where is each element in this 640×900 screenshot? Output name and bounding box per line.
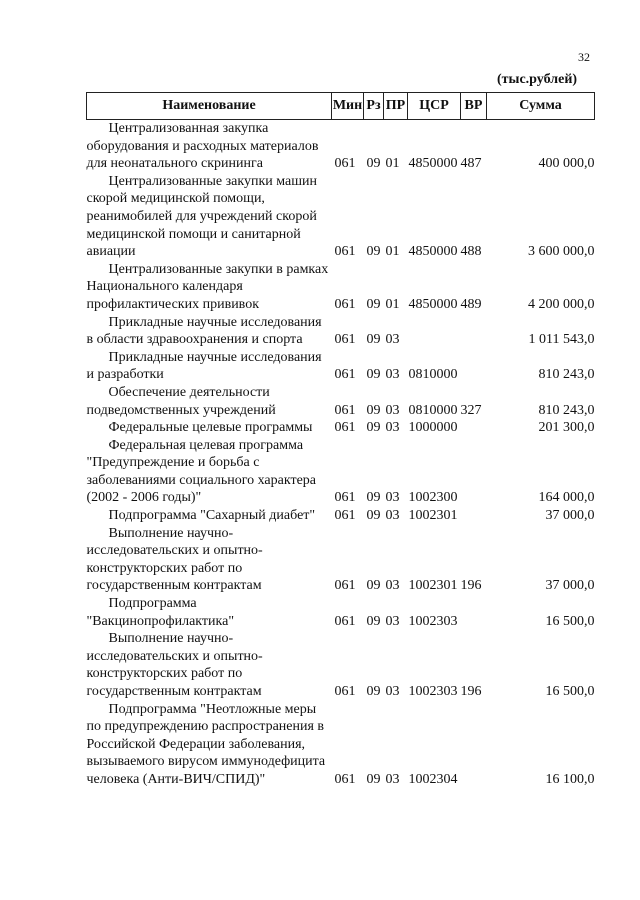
row-min: 061: [334, 402, 356, 418]
row-rz: 09: [366, 490, 381, 506]
row-csr: 0810000: [408, 402, 458, 418]
row-vr: [461, 507, 487, 525]
row-vr: 489: [460, 296, 482, 312]
table-row: [87, 120, 595, 173]
row-min: 061: [334, 771, 356, 787]
table-row: [87, 630, 595, 700]
table-row: [87, 525, 595, 595]
row-pr: 03: [385, 490, 400, 506]
row-pr: 03: [385, 367, 400, 383]
row-csr: 1000000: [408, 420, 458, 436]
row-csr: 1002300: [408, 490, 458, 506]
row-rz: 09: [366, 684, 381, 699]
row-vr: 196: [460, 684, 482, 699]
row-name-text: Прикладные научные исследования и разработки: [86, 349, 322, 383]
row-rz: 09: [366, 296, 381, 312]
row-sum: 164 000,0: [538, 490, 595, 506]
row-pr: 03: [385, 402, 400, 418]
row-vr: 327: [460, 402, 482, 418]
row-rz: 09: [366, 156, 381, 172]
row-vr: [461, 595, 487, 630]
row-sum: 201 300,0: [538, 420, 595, 436]
row-csr: 4850000: [408, 156, 458, 172]
row-sum: 1 011 543,0: [528, 332, 595, 348]
budget-table: [86, 92, 595, 789]
row-rz: 09: [366, 578, 381, 594]
row-pr: 03: [385, 684, 400, 699]
page-number: 32: [578, 50, 590, 64]
row-name-text: Обеспечение деятельности подведомственных учреждений: [86, 384, 276, 418]
row-vr: [461, 419, 487, 437]
row-name-text: Подпрограмма "Неотложные меры по предупреждению распространения в Российской Федерации заболевания, вызываемого вирусом иммунодефицита человека (Анти-ВИЧ/СПИД)": [86, 701, 326, 787]
row-pr: 03: [385, 420, 400, 436]
row-csr: 1002303: [408, 684, 458, 699]
table-row: [87, 701, 595, 789]
row-name: [87, 701, 332, 789]
row-vr: 196: [460, 578, 482, 594]
row-name-text: Федеральные целевые программы: [108, 420, 313, 436]
row-sum: 400 000,0: [538, 156, 595, 172]
row-vr: 488: [460, 244, 482, 260]
row-name: [87, 173, 332, 261]
row-min: 061: [334, 156, 356, 172]
table-row: [87, 349, 595, 384]
table-row: [87, 261, 595, 314]
row-name: [87, 595, 332, 630]
row-name-text: Подпрограмма "Сахарный диабет": [108, 508, 316, 524]
table-header-row: [87, 93, 595, 120]
table-row: [87, 437, 595, 507]
table-row: [87, 173, 595, 261]
row-pr: 03: [385, 771, 400, 787]
row-name: [87, 261, 332, 314]
header-min: Мин: [332, 93, 364, 120]
header-pr: ПР: [384, 93, 408, 120]
row-min: 061: [334, 578, 356, 594]
row-sum: 16 100,0: [545, 771, 595, 787]
row-vr: [461, 437, 487, 507]
row-name-text: Выполнение научно-исследовательских и опытно-конструкторских работ по государственным контрактам: [86, 525, 263, 594]
row-min: 061: [334, 508, 356, 524]
row-name-text: Подпрограмма "Вакцинопрофилактика": [86, 596, 235, 629]
row-min: 061: [334, 490, 356, 506]
row-csr: 4850000: [408, 296, 458, 312]
row-sum: 16 500,0: [545, 684, 595, 699]
table-row: [87, 314, 595, 349]
row-name: [87, 630, 332, 700]
row-min: 061: [334, 332, 356, 348]
row-min: 061: [334, 613, 356, 629]
row-rz: 09: [366, 332, 381, 348]
table-row: [87, 419, 595, 437]
row-rz: 09: [366, 367, 381, 383]
row-vr: [461, 349, 487, 384]
row-name: [87, 419, 332, 437]
row-vr: [461, 701, 487, 789]
row-csr: 4850000: [408, 244, 458, 260]
row-min: 061: [334, 420, 356, 436]
row-pr: 01: [385, 296, 400, 312]
row-sum: 37 000,0: [545, 508, 595, 524]
row-name: [87, 507, 332, 525]
table-row: [87, 507, 595, 525]
row-csr: 1002304: [408, 771, 458, 787]
row-csr: 0810000: [408, 367, 458, 383]
row-name-text: Прикладные научные исследования в области здравоохранения и спорта: [86, 314, 322, 348]
row-csr: [408, 314, 461, 349]
row-rz: 09: [366, 244, 381, 260]
row-pr: 01: [385, 244, 400, 260]
header-csr: ЦСР: [408, 93, 461, 120]
row-name: [87, 384, 332, 419]
row-csr: 1002301: [408, 508, 458, 524]
row-name-text: Централизованные закупки машин скорой медицинской помощи, реанимобилей для учреждений скорой медицинской помощи и санитарной авиации: [86, 173, 317, 260]
row-pr: 01: [385, 156, 400, 172]
row-name: [87, 437, 332, 507]
row-name-text: Федеральная целевая программа "Предупреждение и борьба с заболеваниями социального характера (2002 - 2006 годы)": [86, 437, 316, 506]
table-row: [87, 595, 595, 630]
header-sum: Сумма: [487, 93, 595, 120]
row-sum: 810 243,0: [538, 367, 595, 383]
row-min: 061: [334, 367, 356, 383]
units-label: (тыс.рублей): [497, 72, 578, 87]
row-sum: 4 200 000,0: [528, 296, 595, 312]
table-row: [87, 384, 595, 419]
row-vr: 487: [460, 156, 482, 172]
row-sum: 3 600 000,0: [528, 244, 595, 260]
row-sum: 810 243,0: [538, 402, 595, 418]
row-min: 061: [334, 684, 356, 699]
row-min: 061: [334, 244, 356, 260]
row-name: [87, 120, 332, 173]
row-name-text: Централизованная закупка оборудования и расходных материалов для неонатального скрининга: [86, 121, 319, 172]
row-rz: 09: [366, 420, 381, 436]
header-vr: ВР: [461, 93, 487, 120]
row-name-text: Централизованные закупки в рамках Национального календаря профилактических прививок: [86, 261, 329, 312]
row-pr: 03: [385, 508, 400, 524]
row-csr: 1002303: [408, 613, 458, 629]
row-vr: [461, 314, 487, 349]
row-name: [87, 314, 332, 349]
row-pr: 03: [385, 332, 400, 348]
row-sum: 37 000,0: [545, 578, 595, 594]
row-rz: 09: [366, 508, 381, 524]
row-rz: 09: [366, 613, 381, 629]
row-rz: 09: [366, 402, 381, 418]
row-name-text: Выполнение научно-исследовательских и опытно-конструкторских работ по государственным контрактам: [86, 631, 263, 699]
row-pr: 03: [385, 578, 400, 594]
row-pr: 03: [385, 613, 400, 629]
row-min: 061: [334, 296, 356, 312]
row-name: [87, 525, 332, 595]
row-name: [87, 349, 332, 384]
row-sum: 16 500,0: [545, 613, 595, 629]
header-name: Наименование: [87, 93, 332, 120]
row-csr: 1002301: [408, 578, 458, 594]
header-rz: Рз: [364, 93, 384, 120]
row-rz: 09: [366, 771, 381, 787]
